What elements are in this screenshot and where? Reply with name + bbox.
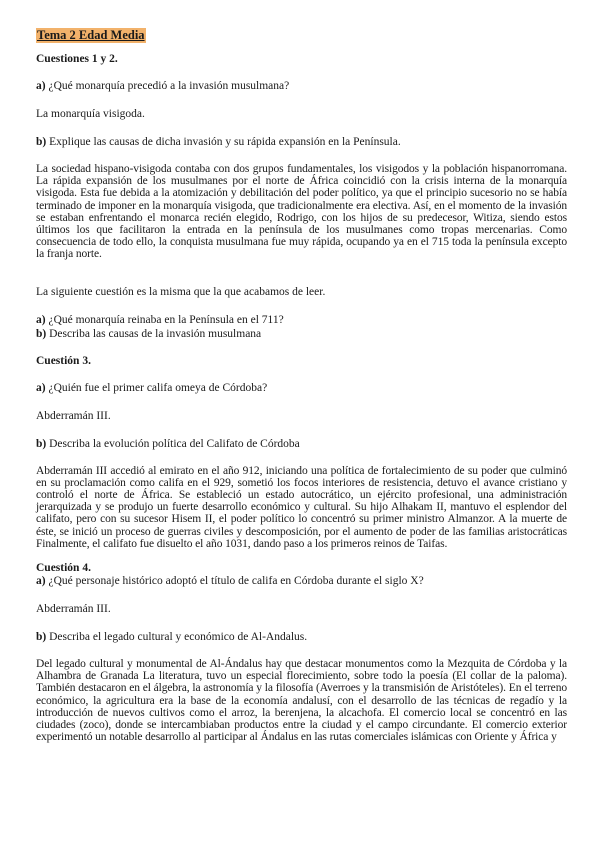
section-heading: Cuestión 3.	[36, 354, 91, 367]
note-text: La siguiente cuestión es la misma que la que acabamos de leer.	[36, 285, 326, 298]
question-label: a)	[36, 313, 46, 326]
question-text: Describa las causas de la invasión musulmana	[49, 327, 262, 340]
answer-b: Abderramán III accedió al emirato en el año 912, iniciando una política de fortalecimiento de su poder que culminó en su proclamación como califa en el 929, sometió los focos interiores de resistencia, detuvo el avance cristiano y controló el norte de África. Se estableció un estado autocrático, un ejército profesional, una administración jerarquizada y se produjo un fuerte desarrollo económico y cultural. Su hijo Alhakam II, mantuvo el esplendor del califato, pero con su sucesor Hisem II, el poder político lo concentró su primer ministro Almanzor. A la muerte de éste, se inició un proceso de guerras civiles y descomposición, por el aumento de poder de las familias aristocráticas Finalmente, el califato fue disuelto el año 1031, dando paso a los primeros reinos de Taifas.	[36, 464, 567, 550]
answer-a: Abderramán III.	[36, 603, 111, 616]
answer-b: Del legado cultural y monumental de Al-Ándalus hay que destacar monumentos como la Mezquita de Córdoba y la Alhambra de Granada La literatura, tuvo un especial florecimiento, sobre todo la poesía (El collar de la paloma). También destacaron en el álgebra, la astronomía y la filosofía (Averroes y la transmisión de Aristóteles). En el terreno económico, la agricultura era la base de la economía andalusí, con el desarrollo de las técnicas de regadío y la introducción de nuevos cultivos como el arroz, la berenjena, la alcachofa. El comercio local se concentró en las ciudades (zoco), donde se intercambiaban productos entre la ciudad y el campo circundante. El comercio exterior experimentó un notable desarrollo al participar al Ándalus en las rutas comerciales islámicas con Oriente y África y	[36, 658, 567, 744]
answer-a: La monarquía visigoda.	[36, 108, 145, 120]
question-a	[36, 574, 567, 588]
question-b	[36, 437, 567, 451]
section-heading: Cuestión 4.	[36, 562, 91, 575]
question-text: Describa el legado cultural y económico de Al-Andalus.	[49, 631, 308, 644]
page-title: Tema 2 Edad Media	[37, 28, 145, 42]
question-a	[36, 79, 567, 93]
question-text: ¿Qué personaje histórico adoptó el título de califa en Córdoba durante el siglo X?	[48, 575, 424, 588]
answer-a: Abderramán III.	[36, 409, 111, 422]
question-text: Explique las causas de dicha invasión y su rápida expansión en la Península.	[49, 136, 401, 148]
question-text: ¿Qué monarquía reinaba en la Península en el 711?	[48, 313, 284, 326]
question-label: b)	[36, 327, 47, 340]
answer-b: La sociedad hispano-visigoda contaba con dos grupos fundamentales, los visigodos y la población hispanorromana. La rápida expansión de los musulmanes por el norte de África coincidió con la crisis interna de la monarquía visigoda. Esta fue debida a la atomización y debilitación del poder político, ya que el principio sucesorio no se había terminado de imponer en la monarquía visigoda, que tradicionalmente era electiva. Así, en el momento de la invasión se estaban enfrentando el monarca recién elegido, Rodrigo, con los hijos de su predecesor, Witiza, siendo estos últimos los que facilitaron la entrada en la península de los musulmanes como tropas mercenarias. Como consecuencia de todo ello, la conquista musulmana fue muy rápida, ocupando ya en el 715 toda la península excepto la franja norte.	[36, 163, 567, 261]
question-text: Describa la evolución política del Califato de Córdoba	[49, 437, 300, 450]
section-heading: Cuestiones 1 y 2.	[36, 53, 118, 65]
question-b	[36, 327, 567, 341]
question-a	[36, 381, 567, 395]
question-label: a)	[36, 80, 46, 92]
question-a	[36, 313, 567, 327]
question-label: a)	[36, 381, 46, 394]
question-label: a)	[36, 575, 46, 588]
question-b	[36, 630, 567, 644]
question-label: b)	[36, 437, 47, 450]
question-text: ¿Quién fue el primer califa omeya de Córdoba?	[48, 381, 268, 394]
question-label: b)	[36, 136, 47, 148]
question-text: ¿Qué monarquía precedió a la invasión musulmana?	[48, 80, 290, 92]
question-label: b)	[36, 631, 47, 644]
question-b	[36, 135, 567, 149]
